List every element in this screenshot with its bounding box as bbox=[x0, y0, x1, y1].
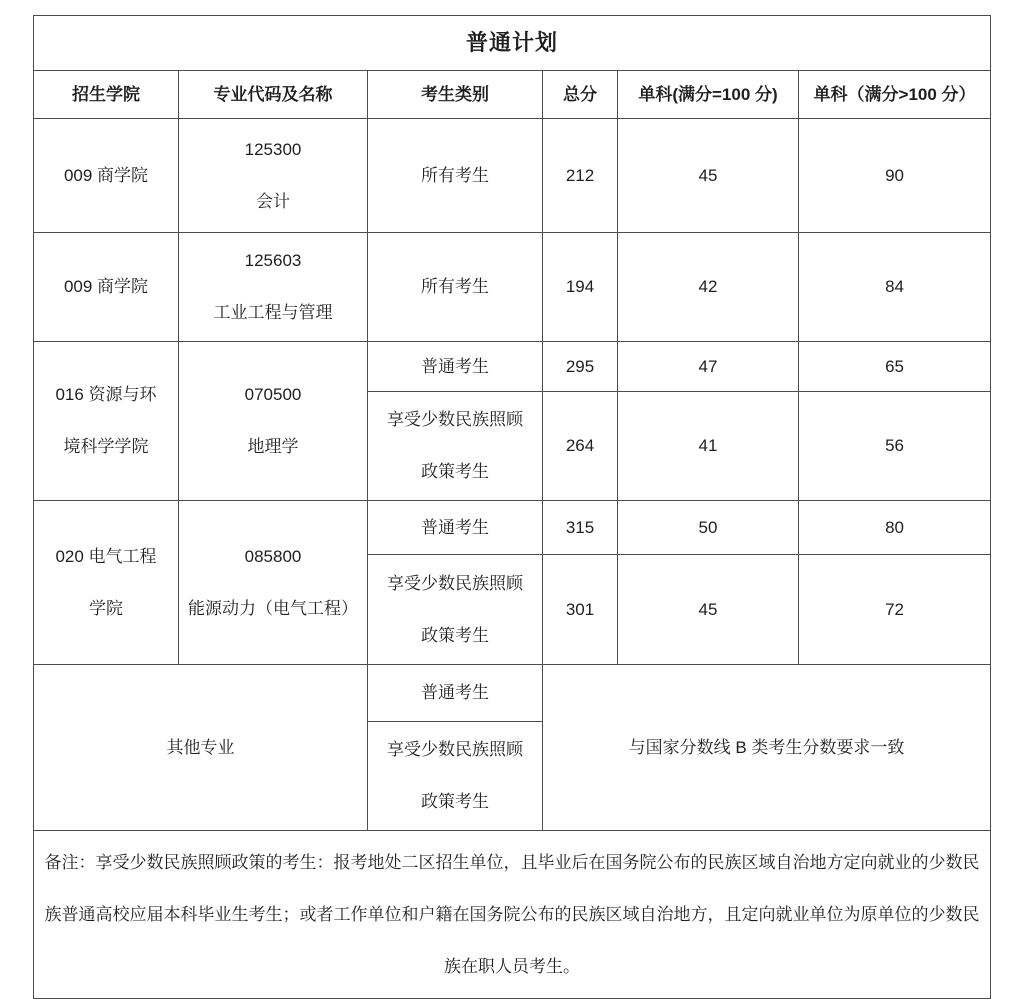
cell-category bbox=[368, 392, 543, 501]
program-name: 工业工程与管理 bbox=[213, 303, 333, 322]
category-label: 享受少数民族照顾政策考生 bbox=[387, 740, 523, 811]
col-header-single-eq100: 单科(满分=100 分) bbox=[618, 71, 799, 119]
cell-single-eq100: 45 bbox=[618, 119, 799, 233]
cell-total-score: 301 bbox=[543, 555, 618, 665]
admission-score-table bbox=[33, 15, 991, 999]
cell-college bbox=[34, 342, 179, 501]
cell-category: 所有考生 bbox=[368, 119, 543, 233]
cell-program bbox=[179, 342, 368, 501]
cell-single-gt100: 56 bbox=[799, 392, 991, 501]
table-row bbox=[34, 233, 991, 342]
cell-single-eq100: 50 bbox=[618, 501, 799, 555]
program-name: 能源动力（电气工程） bbox=[188, 598, 358, 618]
cell-single-gt100: 84 bbox=[799, 233, 991, 342]
program-name: 地理学 bbox=[247, 437, 299, 456]
cell-program bbox=[179, 119, 368, 233]
program-code: 125603 bbox=[244, 251, 302, 270]
col-header-program: 专业代码及名称 bbox=[179, 71, 368, 119]
cell-category: 普通考生 bbox=[368, 342, 543, 392]
cell-single-gt100: 65 bbox=[799, 342, 991, 392]
cell-category bbox=[368, 555, 543, 665]
col-header-single-gt100: 单科（满分>100 分） bbox=[799, 71, 991, 119]
cell-requirement: 与国家分数线 B 类考生分数要求一致 bbox=[543, 665, 991, 831]
header-row bbox=[34, 71, 991, 119]
cell-college: 009 商学院 bbox=[34, 119, 179, 233]
category-label: 享受少数民族照顾政策考生 bbox=[387, 573, 523, 645]
cell-program bbox=[179, 233, 368, 342]
cell-total-score: 295 bbox=[543, 342, 618, 392]
cell-single-eq100: 41 bbox=[618, 392, 799, 501]
category-label: 享受少数民族照顾政策考生 bbox=[387, 410, 523, 481]
cell-category: 普通考生 bbox=[368, 665, 543, 722]
table-title: 普通计划 bbox=[34, 16, 991, 71]
cell-college: 009 商学院 bbox=[34, 233, 179, 342]
cell-single-eq100: 45 bbox=[618, 555, 799, 665]
note-text: 备注：享受少数民族照顾政策的考生：报考地处二区招生单位，且毕业后在国务院公布的民族区域自治地方定向就业的少数民族普通高校应届本科毕业生考生；或者工作单位和户籍在国务院公布的民族区域自治地方，且定向就业单位为原单位的少数民族在职人员考生。 bbox=[44, 852, 980, 976]
table-row bbox=[34, 119, 991, 233]
cell-college bbox=[34, 501, 179, 665]
cell-others-label: 其他专业 bbox=[34, 665, 368, 831]
program-code: 085800 bbox=[244, 546, 302, 566]
note-row bbox=[34, 831, 991, 999]
program-code: 070500 bbox=[244, 385, 302, 404]
cell-single-gt100: 72 bbox=[799, 555, 991, 665]
cell-total-score: 194 bbox=[543, 233, 618, 342]
program-name: 会计 bbox=[256, 191, 290, 211]
col-header-college: 招生学院 bbox=[34, 71, 179, 119]
col-header-category: 考生类别 bbox=[368, 71, 543, 119]
table-row bbox=[34, 501, 991, 555]
college-name: 016 资源与环境科学学院 bbox=[55, 385, 157, 456]
cell-total-score: 264 bbox=[543, 392, 618, 501]
cell-total-score: 315 bbox=[543, 501, 618, 555]
cell-total-score: 212 bbox=[543, 119, 618, 233]
cell-single-eq100: 42 bbox=[618, 233, 799, 342]
program-code: 125300 bbox=[244, 139, 302, 159]
cell-category bbox=[368, 722, 543, 831]
cell-category: 普通考生 bbox=[368, 501, 543, 555]
cell-single-gt100: 80 bbox=[799, 501, 991, 555]
table-row bbox=[34, 665, 991, 722]
title-row bbox=[34, 16, 991, 71]
table-row bbox=[34, 342, 991, 392]
cell-single-gt100: 90 bbox=[799, 119, 991, 233]
cell-program bbox=[179, 501, 368, 665]
col-header-total-score: 总分 bbox=[543, 71, 618, 119]
cell-category: 所有考生 bbox=[368, 233, 543, 342]
note-cell bbox=[34, 831, 991, 999]
cell-single-eq100: 47 bbox=[618, 342, 799, 392]
college-name: 020 电气工程学院 bbox=[55, 546, 157, 618]
